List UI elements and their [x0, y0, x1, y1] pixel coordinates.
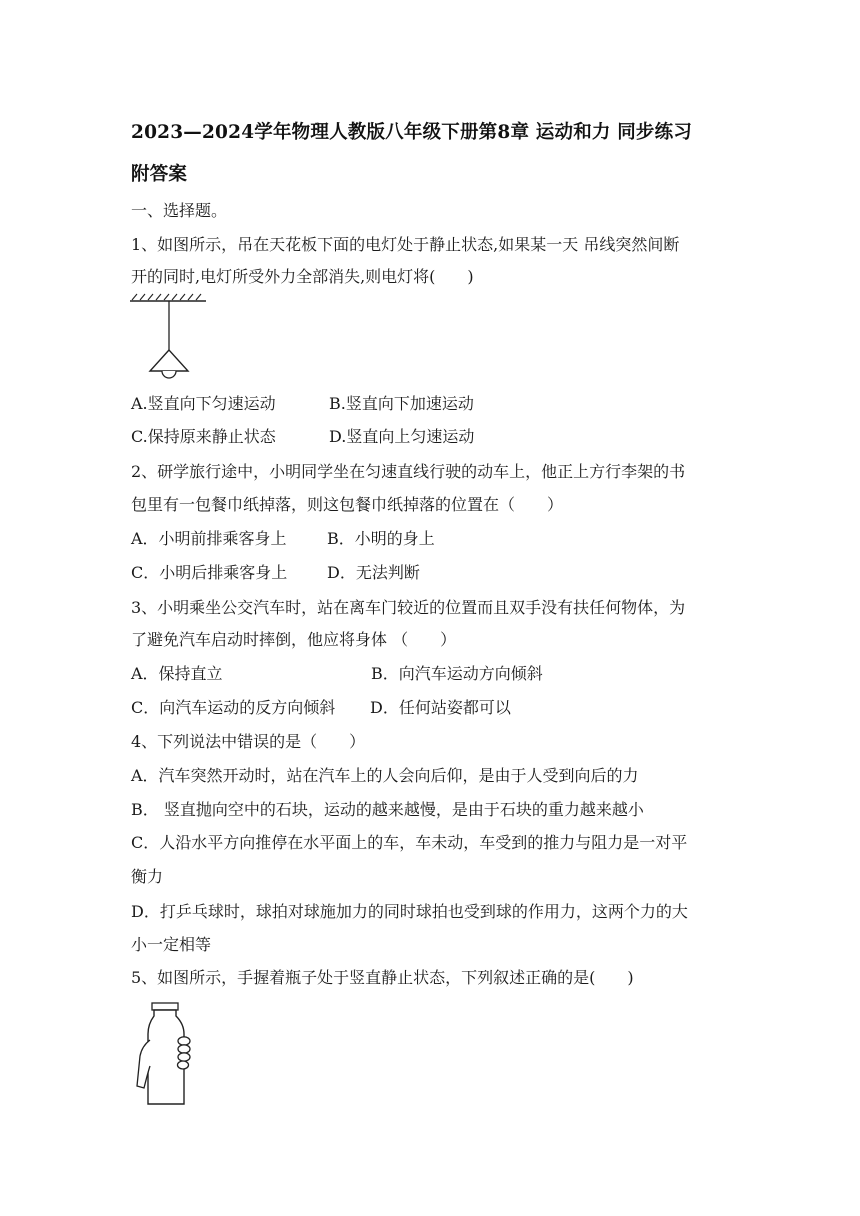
- q3-option-c: C．向汽车运动的反方向倾斜: [131, 698, 336, 717]
- q2-option-a: A．小明前排乘客身上: [131, 529, 287, 548]
- q4-option-b: B． 竖直抛向空中的石块，运动的越来越慢，是由于石块的重力越来越小: [131, 800, 644, 819]
- document-title: 2023—2024学年物理人教版八年级下册第8章 运动和力 同步练习: [131, 122, 693, 143]
- q4-option-c-continued: 衡力: [131, 867, 164, 886]
- q3-option-d: D．任何站姿都可以: [370, 698, 511, 717]
- hanging-lamp-illustration: [128, 292, 210, 386]
- hand-holding-bottle-illustration: [128, 1000, 200, 1112]
- q2-stem: 2、研学旅行途中，小明同学坐在匀速直线行驶的动车上，他正上方行李架的书: [131, 462, 686, 481]
- q1-option-b: B.竖直向下加速运动: [329, 394, 474, 413]
- q3-stem: 3、小明乘坐公交汽车时，站在离车门较近的位置而且双手没有扶任何物体，为: [131, 598, 686, 617]
- q5-stem: 5、如图所示，手握着瓶子处于竖直静止状态，下列叙述正确的是( ): [131, 968, 634, 987]
- q2-option-c: C．小明后排乘客身上: [131, 563, 288, 582]
- q2-option-b: B．小明的身上: [327, 529, 435, 548]
- q1-stem: 1、如图所示，吊在天花板下面的电灯处于静止状态,如果某一天 吊线突然间断: [131, 235, 680, 254]
- q4-stem: 4、下列说法中错误的是（ ）: [131, 732, 366, 751]
- section-heading: 一、选择题。: [131, 201, 228, 220]
- q4-option-a: A．汽车突然开动时，站在汽车上的人会向后仰，是由于人受到向后的力: [131, 766, 639, 785]
- q4-option-d-continued: 小一定相等: [131, 935, 212, 954]
- q1-stem-continued: 开的同时,电灯所受外力全部消失,则电灯将( ): [131, 267, 474, 286]
- q1-option-c: C.保持原来静止状态: [131, 427, 276, 446]
- q2-option-d: D．无法判断: [327, 563, 420, 582]
- document-title-continued: 附答案: [131, 164, 188, 185]
- q4-option-c: C．人沿水平方向推停在水平面上的车，车未动，车受到的推力与阻力是一对平: [131, 833, 688, 852]
- q3-option-b: B．向汽车运动方向倾斜: [371, 664, 543, 683]
- q3-option-a: A．保持直立: [131, 664, 223, 683]
- q2-stem-continued: 包里有一包餐巾纸掉落，则这包餐巾纸掉落的位置在（ ）: [131, 495, 564, 514]
- q4-option-d: D．打乒乓球时，球拍对球施加力的同时球拍也受到球的作用力，这两个力的大: [131, 902, 688, 921]
- q1-option-a: A.竖直向下匀速运动: [131, 394, 276, 413]
- q3-stem-continued: 了避免汽车启动时摔倒，他应将身体 （ ）: [131, 630, 457, 649]
- q1-option-d: D.竖直向上匀速运动: [329, 427, 475, 446]
